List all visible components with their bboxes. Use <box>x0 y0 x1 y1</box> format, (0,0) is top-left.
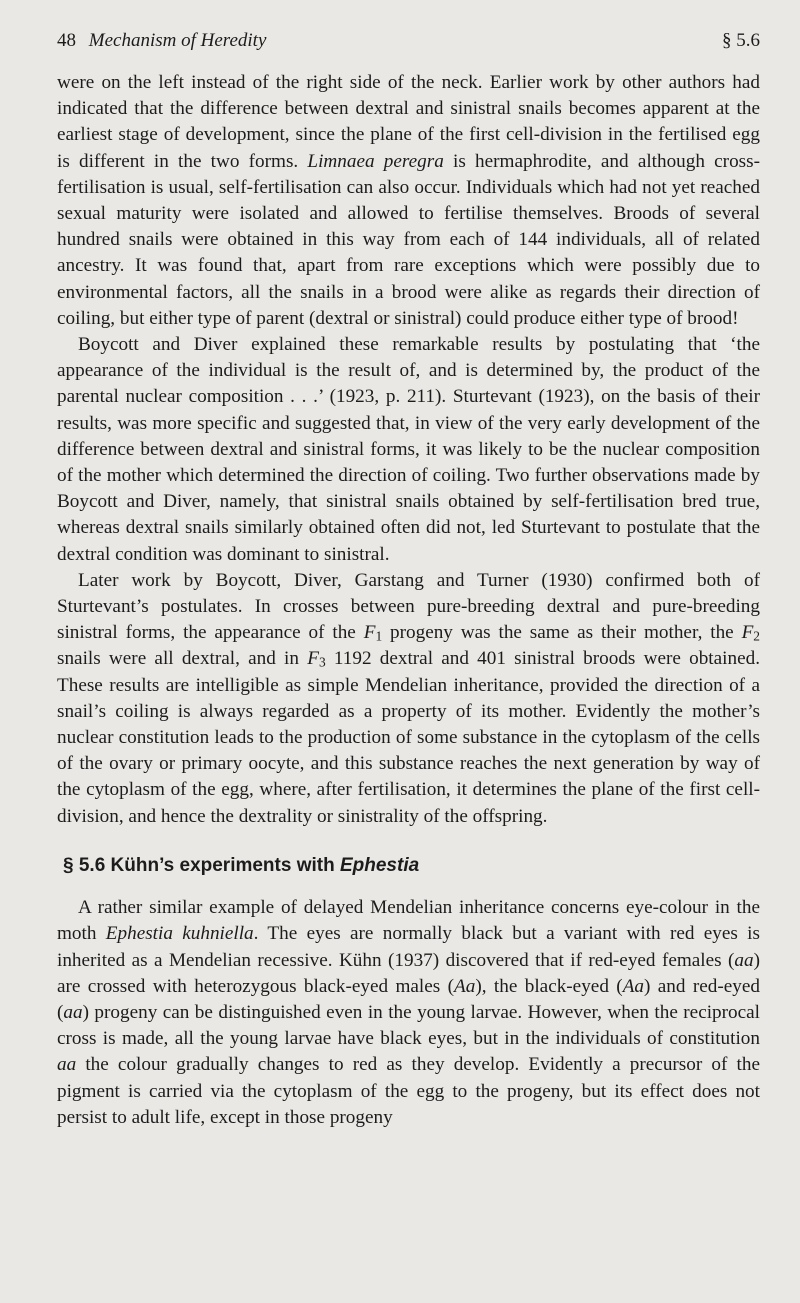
italic-text: aa <box>57 1054 77 1076</box>
italic-text: Limnaea peregra <box>307 150 444 172</box>
text-run: Later work by Boycott, Diver, Garstang and Turner (1930) confirmed both of Sturtevant’s postulates. In crosses between pure-breeding dextral and pure-breeding sinistral forms, the appearance of the <box>57 569 760 644</box>
italic-text: F <box>363 622 376 644</box>
section-reference: § 5.6 <box>722 30 760 51</box>
paragraph-1 <box>57 70 760 332</box>
paragraph-4 <box>57 895 760 1131</box>
subscript-text: 3 <box>318 655 326 671</box>
italic-text: Ephestia kuhniella <box>105 923 254 945</box>
text-run: ) are crossed with heterozygous black-eyed males ( <box>57 949 760 997</box>
text-run: 1192 dextral and 401 sinistral broods were obtained. These results are intelligible as simple Mendelian inheritance, provided the direction of a snail’s coiling is always regarded as a property of its mother. Evidently the mother’s nuclear constitution leads to the production of some substance in the cytoplasm of the cells of the ovary or primary oocyte, and this substance reaches the next generation by way of the cytoplasm of the egg, where, after fertilisation, it determines the plane of the first cell-division, and hence the dextrality or sinistrality of the offspring. <box>57 648 760 827</box>
text-run: progeny was the same as their mother, the <box>382 622 742 644</box>
text-run: snails were all dextral, and in <box>57 648 308 670</box>
running-title: Mechanism of Heredity <box>88 30 267 51</box>
text-run: the colour gradually changes to red as they develop. Evidently a precursor of the pigment is carried via the cytoplasm of the egg to the progeny, but its effect does not persist to adult life, except in those progeny <box>57 1054 760 1128</box>
section-heading-text: § 5.6 Kühn’s experiments with <box>63 854 340 876</box>
text-run: . The eyes are normally black but a variant with red eyes is inherited as a Mendelian recessive. Kühn (1937) discovered that if red-eyed females ( <box>57 923 760 971</box>
paragraph-2 <box>57 332 760 568</box>
text-run: A rather similar example of delayed Mendelian inheritance concerns eye-colour in the moth <box>57 897 760 945</box>
paragraph-3 <box>57 568 760 830</box>
text-run: ) progeny can be distinguished even in the young larvae. However, when the reciprocal cross is made, all the young larvae have black eyes, but in the individuals of constitution <box>57 1001 760 1050</box>
section-heading-italic: Ephestia <box>339 854 420 876</box>
page-body <box>57 70 760 1131</box>
italic-text: aa <box>734 949 754 971</box>
section-heading <box>63 853 760 879</box>
text-run: ) and red-eyed ( <box>57 975 760 1023</box>
text-run: ), the black-eyed ( <box>475 975 623 997</box>
running-header <box>57 30 760 52</box>
subscript-text: 2 <box>753 628 761 644</box>
text-run: is hermaphrodite, and although cross-fertilisation is usual, self-fertilisation can also occur. Individuals which had not yet reached sexual maturity were isolated and allowed to fertilise themselves. Broods of several hundred snails were obtained in this way from each of 144 individuals, all of related ancestry. It was found that, apart from rare exceptions which were possibly due to environmental factors, all the snails in a brood were alike as regards their direction of coiling, but either type of parent (dextral or sinistral) could produce either type of brood! <box>57 150 760 329</box>
text-run: were on the left instead of the right side of the neck. Earlier work by other authors had indicated that the difference between dextral and sinistral snails becomes apparent at the earliest stage of development, since the plane of the first cell-division in the fertilised egg is different in the two forms. <box>57 72 760 172</box>
italic-text: F <box>741 622 754 644</box>
subscript-text: 1 <box>375 628 383 644</box>
italic-text: aa <box>63 1001 83 1023</box>
italic-text: F <box>307 648 319 670</box>
page-number: 48 <box>57 30 76 51</box>
italic-text: Aa <box>454 975 476 997</box>
text-run: Boycott and Diver explained these remarkable results by postulating that ‘the appearance of the individual is the result of, and is determined by, the product of the parental nuclear composition . . .’ (1923, p. 211). Sturtevant (1923), on the basis of their results, was more specific and suggested that, in view of the very early development of the difference between dextral and sinistral forms, it was likely to be the nuclear composition of the mother which determined the direction of coiling. Two further observations made by Boycott and Diver, namely, that sinistral snails obtained by self-fertilisation bred true, whereas dextral snails similarly obtained often did not, led Sturtevant to postulate that the dextral condition was dominant to sinistral. <box>57 334 760 565</box>
italic-text: Aa <box>622 975 645 997</box>
